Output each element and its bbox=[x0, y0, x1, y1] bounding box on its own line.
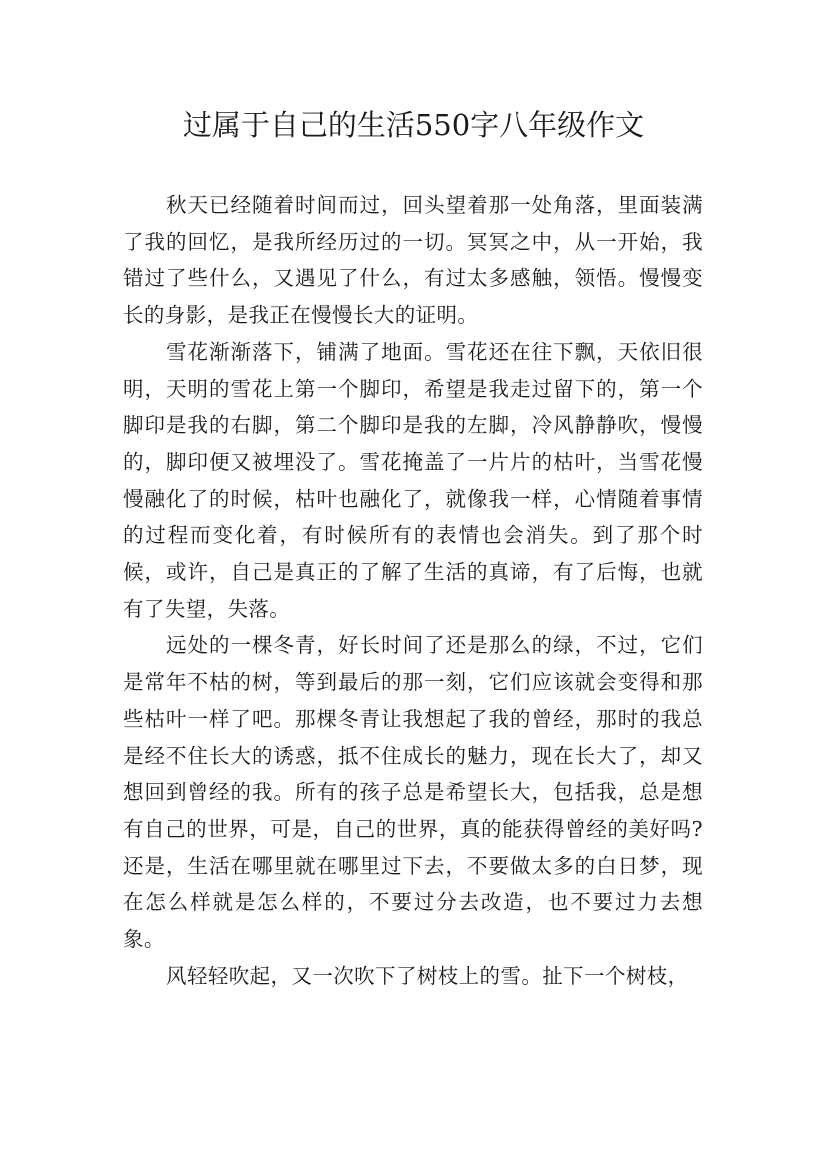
article-body bbox=[123, 187, 703, 994]
paragraph-2: 雪花渐渐落下，铺满了地面。雪花还在往下飘，天依旧很明，天明的雪花上第一个脚印，希望是我走过留下的，第一个脚印是我的右脚，第二个脚印是我的左脚，冷风静静吹，慢慢的，脚印便又被埋没了。雪花掩盖了一片片的枯叶，当雪花慢慢融化了的时候，枯叶也融化了，就像我一样，心情随着事情的过程而变化着，有时候所有的表情也会消失。到了那个时候，或许，自己是真正的了解了生活的真谛，有了后悔，也就有了失望，失落。 bbox=[123, 339, 703, 621]
page-title: 过属于自己的生活550字八年级作文 bbox=[182, 108, 645, 142]
paragraph-3: 远处的一棵冬青，好长时间了还是那么的绿，不过，它们是常年不枯的树，等到最后的那一刻，它们应该就会变得和那些枯叶一样了吧。那棵冬青让我想起了我的曾经，那时的我总是经不住长大的诱惑，抵不住成长的魅力，现在长大了，却又想回到曾经的我。所有的孩子总是希望长大，包括我，总是想有自己的世界，可是，自己的世界，真的能获得曾经的美好吗?还是，生活在哪里就在哪里过下去，不要做太多的白日梦，现在怎么样就是怎么样的，不要过分去改造，也不要过力去想象。 bbox=[123, 633, 703, 952]
paragraph-4: 风轻轻吹起，又一次吹下了树枝上的雪。扯下一个树枝， bbox=[166, 963, 689, 988]
paragraph-1: 秋天已经随着时间而过，回头望着那一处角落，里面装满了我的回忆，是我所经历过的一切。冥冥之中，从一开始，我错过了些什么，又遇见了什么，有过太多感触，领悟。慢慢变长的身影，是我正在慢慢长大的证明。 bbox=[123, 193, 703, 328]
